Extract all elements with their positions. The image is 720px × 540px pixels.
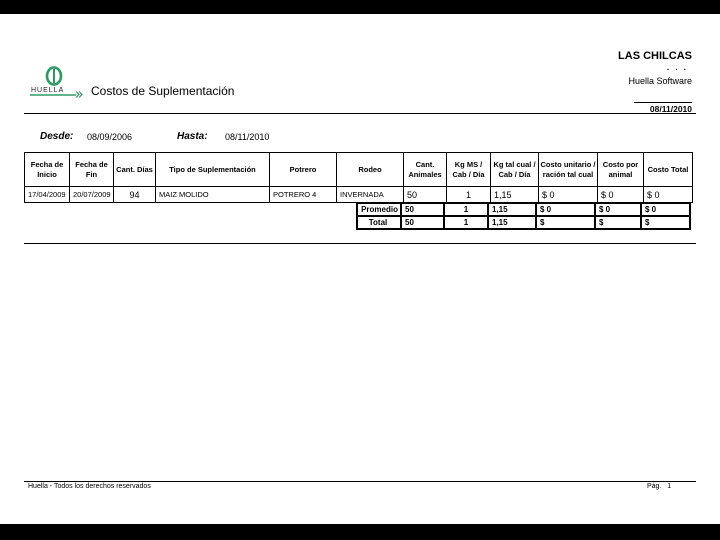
- header-costo-por-animal: Costo por animal: [598, 153, 644, 187]
- cell-potrero: POTRERO 4: [270, 187, 337, 203]
- header-costo-total: Costo Total: [644, 153, 693, 187]
- promedio-costo-total: $ 0: [641, 203, 690, 216]
- page-number: 1: [667, 483, 672, 490]
- desde-label: Desde:: [40, 131, 74, 142]
- promedio-kg-tal-cual: 1,15: [488, 203, 536, 216]
- cell-cant-dias: 94: [114, 187, 156, 203]
- header-tipo: Tipo de Suplementación: [156, 153, 270, 187]
- total-row: [357, 216, 690, 229]
- header-potrero: Potrero: [270, 153, 337, 187]
- promedio-costo-por-animal: $ 0: [595, 203, 641, 216]
- cell-costo-total: $ 0: [644, 187, 693, 203]
- report-title: Costos de Suplementación: [91, 84, 235, 98]
- promedio-label: Promedio: [357, 203, 401, 216]
- total-cant-animales: 50: [401, 216, 444, 229]
- cell-costo-por-animal: $ 0: [598, 187, 644, 203]
- hasta-value: 08/11/2010: [225, 132, 270, 142]
- cell-kg-ms: 1: [447, 187, 491, 203]
- cell-fecha-fin: 20/07/2009: [70, 187, 114, 203]
- total-kg-tal-cual: 1,15: [488, 216, 536, 229]
- desde-value: 08/09/2006: [87, 132, 133, 142]
- logo-text: HUELLA: [31, 87, 65, 94]
- cell-rodeo: INVERNADA: [337, 187, 404, 203]
- footer-copyright: Huella - Todos los derechos reservados: [28, 483, 151, 490]
- total-costo-unitario: $: [536, 216, 595, 229]
- total-costo-total: $: [641, 216, 690, 229]
- cell-costo-unitario: $ 0: [539, 187, 598, 203]
- promedio-cant-animales: 50: [401, 203, 444, 216]
- header-kg-tal-cual: Kg tal cual / Cab / Día: [491, 153, 539, 187]
- header-fecha-inicio: Fecha de Inicio: [25, 153, 70, 187]
- footer-divider: [24, 481, 696, 482]
- company-dots: . . .: [666, 63, 688, 72]
- company-name: LAS CHILCAS: [618, 50, 692, 62]
- summary-table: [356, 202, 691, 230]
- header-fecha-fin: Fecha de Fin: [70, 153, 114, 187]
- promedio-row: [357, 203, 690, 216]
- cell-fecha-inicio: 17/04/2009: [25, 187, 70, 203]
- header-cant-dias: Cant. Días: [114, 153, 156, 187]
- software-name: Huella Software: [628, 76, 692, 86]
- total-label: Total: [357, 216, 401, 229]
- report-date: 08/11/2010: [634, 102, 692, 114]
- huella-logo: [28, 66, 84, 98]
- report-page: [0, 14, 720, 524]
- total-costo-por-animal: $: [595, 216, 641, 229]
- cell-tipo: MAIZ MOLIDO: [156, 187, 270, 203]
- header-kg-ms: Kg MS / Cab / Día: [447, 153, 491, 187]
- promedio-kg-ms: 1: [444, 203, 488, 216]
- table-row: [25, 187, 693, 203]
- header-cant-animales: Cant. Animales: [404, 153, 447, 187]
- cell-cant-animales: 50: [404, 187, 447, 203]
- total-kg-ms: 1: [444, 216, 488, 229]
- cell-kg-tal-cual: 1,15: [491, 187, 539, 203]
- table-divider: [24, 243, 696, 244]
- hasta-label: Hasta:: [177, 131, 208, 142]
- header-divider: [24, 113, 696, 114]
- header-costo-unitario: Costo unitario / ración tal cual: [539, 153, 598, 187]
- header-rodeo: Rodeo: [337, 153, 404, 187]
- promedio-costo-unitario: $ 0: [536, 203, 595, 216]
- footer-page: [647, 483, 671, 490]
- page-label: Pág.: [647, 483, 662, 490]
- supplementation-table: [24, 152, 693, 203]
- table-header-row: [25, 153, 693, 187]
